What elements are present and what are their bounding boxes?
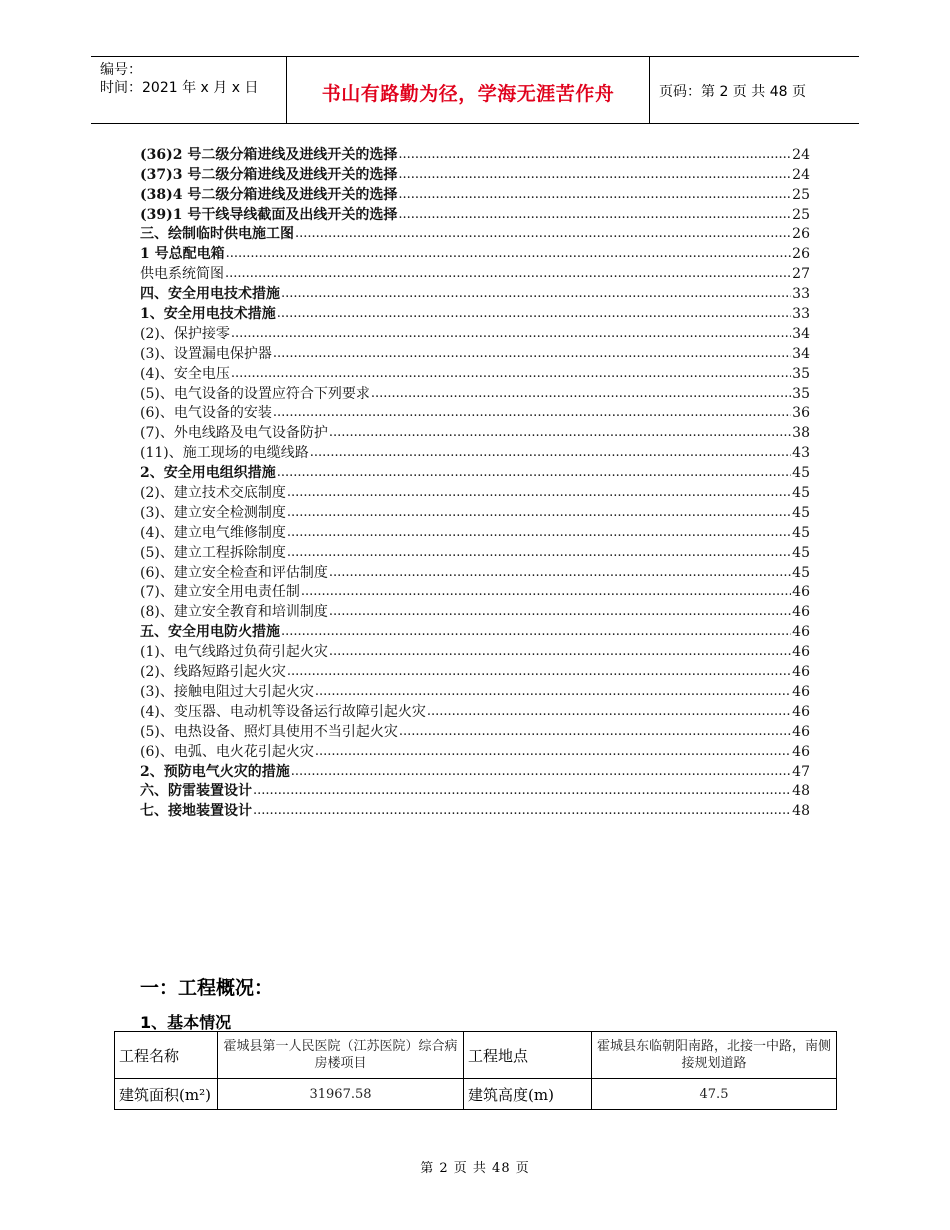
toc-leader-dots xyxy=(371,384,791,403)
toc-entry[interactable] xyxy=(140,482,810,502)
toc-entry-title: (39)1 号干线导线截面及出线开关的选择 xyxy=(140,206,398,223)
toc-entry[interactable] xyxy=(140,343,810,363)
toc-leader-dots xyxy=(287,662,791,681)
toc-leader-dots xyxy=(301,582,791,601)
height-label: 建筑高度(m) xyxy=(464,1079,592,1110)
toc-leader-dots xyxy=(329,563,791,582)
toc-leader-dots xyxy=(310,443,791,462)
table-row xyxy=(115,1032,837,1079)
toc-leader-dots xyxy=(231,324,791,343)
toc-entry-title: 2、预防电气火灾的措施 xyxy=(140,763,290,780)
toc-entry-page: 45 xyxy=(792,524,810,541)
toc-entry[interactable] xyxy=(140,442,810,462)
toc-leader-dots xyxy=(329,423,791,442)
toc-entry[interactable] xyxy=(140,681,810,701)
toc-entry-title: (37)3 号二级分箱进线及进线开关的选择 xyxy=(140,166,398,183)
toc-entry-title: (3)、设置漏电保护器 xyxy=(140,345,272,362)
toc-entry-page: 46 xyxy=(792,703,810,720)
toc-leader-dots xyxy=(281,622,791,641)
toc-entry-page: 36 xyxy=(792,405,810,422)
page-footer: 第 2 页 共 48 页 xyxy=(420,1161,530,1176)
toc-leader-dots xyxy=(329,642,791,661)
header-page-info: 页码：第 2 页 共 48 页 xyxy=(659,84,806,100)
toc-leader-dots xyxy=(427,702,791,721)
toc-entry-page: 45 xyxy=(792,465,810,482)
toc-entry[interactable] xyxy=(140,224,810,244)
toc-entry[interactable] xyxy=(140,661,810,681)
toc-entry-page: 25 xyxy=(792,186,810,203)
toc-entry-title: (2)、保护接零 xyxy=(140,325,230,342)
toc-entry-page: 33 xyxy=(792,286,810,303)
toc-leader-dots xyxy=(398,145,791,164)
subsection-title: 1、基本情况 xyxy=(140,1013,232,1032)
toc-entry-page: 45 xyxy=(792,485,810,502)
toc-leader-dots xyxy=(295,224,791,243)
toc-leader-dots xyxy=(273,344,791,363)
toc-entry-title: (6)、电弧、电火花引起火灾 xyxy=(140,743,314,760)
toc-entry[interactable] xyxy=(140,422,810,442)
toc-entry-title: (3)、建立安全检测制度 xyxy=(140,504,286,521)
toc-entry[interactable] xyxy=(140,741,810,761)
project-info-table xyxy=(114,1031,837,1110)
toc-entry-page: 46 xyxy=(792,644,810,661)
toc-entry[interactable] xyxy=(140,303,810,323)
table-of-contents xyxy=(140,144,810,820)
toc-entry-page: 26 xyxy=(792,226,810,243)
table-row xyxy=(115,1079,837,1110)
toc-entry[interactable] xyxy=(140,164,810,184)
toc-leader-dots xyxy=(315,742,791,761)
toc-entry[interactable] xyxy=(140,204,810,224)
toc-entry-title: (1)、电气线路过负荷引起火灾 xyxy=(140,644,328,661)
toc-entry[interactable] xyxy=(140,562,810,582)
toc-entry[interactable] xyxy=(140,701,810,721)
toc-entry-page: 34 xyxy=(792,345,810,362)
toc-entry-page: 45 xyxy=(792,544,810,561)
toc-entry-title: (6)、建立安全检查和评估制度 xyxy=(140,564,328,581)
toc-leader-dots xyxy=(398,165,791,184)
toc-leader-dots xyxy=(291,762,791,781)
toc-entry-title: (7)、建立安全用电责任制 xyxy=(140,584,300,601)
area-value: 31967.58 xyxy=(218,1079,464,1110)
toc-entry[interactable] xyxy=(140,263,810,283)
toc-leader-dots xyxy=(398,205,791,224)
toc-entry-title: (3)、接触电阻过大引起火灾 xyxy=(140,683,314,700)
toc-entry[interactable] xyxy=(140,542,810,562)
height-value: 47.5 xyxy=(592,1079,837,1110)
toc-leader-dots xyxy=(226,244,792,263)
toc-entry-page: 45 xyxy=(792,564,810,581)
toc-entry-title: (4)、安全电压 xyxy=(140,365,230,382)
toc-entry-title: (36)2 号二级分箱进线及进线开关的选择 xyxy=(140,146,398,163)
toc-entry[interactable] xyxy=(140,403,810,423)
toc-entry-page: 46 xyxy=(792,604,810,621)
location-label: 工程地点 xyxy=(464,1032,592,1079)
toc-entry[interactable] xyxy=(140,641,810,661)
header-motto: 书山有路勤为径，学海无涯苦作舟 xyxy=(321,83,615,105)
header-meta xyxy=(100,61,258,97)
toc-entry-page: 34 xyxy=(792,325,810,342)
toc-entry-title: (2)、线路短路引起火灾 xyxy=(140,664,286,681)
time-label: 时间：2021 年 x 月 x 日 xyxy=(100,80,259,96)
toc-entry-page: 33 xyxy=(792,306,810,323)
toc-leader-dots xyxy=(231,364,791,383)
toc-entry-title: (4)、建立电气维修制度 xyxy=(140,524,286,541)
toc-entry-page: 46 xyxy=(792,584,810,601)
toc-entry-page: 46 xyxy=(792,683,810,700)
toc-entry-page: 46 xyxy=(792,664,810,681)
project-name-label: 工程名称 xyxy=(115,1032,218,1079)
toc-entry-title: 1 号总配电箱 xyxy=(140,246,225,263)
toc-entry-page: 24 xyxy=(792,146,810,163)
toc-leader-dots xyxy=(253,781,791,800)
toc-entry[interactable] xyxy=(140,601,810,621)
toc-entry-page: 38 xyxy=(792,425,810,442)
toc-entry-title: 五、安全用电防火措施 xyxy=(140,624,280,641)
toc-entry-page: 25 xyxy=(792,206,810,223)
toc-entry-title: (2)、建立技术交底制度 xyxy=(140,485,286,502)
toc-entry[interactable] xyxy=(140,621,810,641)
toc-entry-title: 供电系统简图 xyxy=(140,266,224,283)
toc-entry-title: 2、安全用电组织措施 xyxy=(140,465,276,482)
toc-leader-dots xyxy=(277,463,791,482)
toc-entry-page: 48 xyxy=(792,803,810,820)
toc-entry-page: 24 xyxy=(792,166,810,183)
toc-leader-dots xyxy=(225,264,791,283)
toc-entry-title: 七、接地装置设计 xyxy=(140,803,252,820)
toc-entry[interactable] xyxy=(140,781,810,801)
toc-entry-page: 47 xyxy=(792,763,810,780)
toc-entry-page: 35 xyxy=(792,365,810,382)
toc-entry-page: 46 xyxy=(792,743,810,760)
toc-leader-dots xyxy=(277,304,791,323)
toc-entry-page: 43 xyxy=(792,445,810,462)
toc-entry-title: 四、安全用电技术措施 xyxy=(140,286,280,303)
toc-entry[interactable] xyxy=(140,383,810,403)
toc-entry-page: 46 xyxy=(792,624,810,641)
toc-entry-title: (7)、外电线路及电气设备防护 xyxy=(140,425,328,442)
toc-entry[interactable] xyxy=(140,761,810,781)
toc-entry-title: (38)4 号二级分箱进线及进线开关的选择 xyxy=(140,186,398,203)
toc-entry[interactable] xyxy=(140,184,810,204)
header-divider xyxy=(649,57,650,123)
toc-entry[interactable] xyxy=(140,502,810,522)
toc-entry-title: (6)、电气设备的安装 xyxy=(140,405,272,422)
toc-entry-page: 27 xyxy=(792,266,810,283)
toc-entry-title: 六、防雷装置设计 xyxy=(140,783,252,800)
toc-entry-page: 35 xyxy=(792,385,810,402)
toc-entry-title: (4)、变压器、电动机等设备运行故障引起火灾 xyxy=(140,703,426,720)
toc-leader-dots xyxy=(281,284,791,303)
toc-leader-dots xyxy=(273,403,791,422)
toc-entry[interactable] xyxy=(140,522,810,542)
toc-leader-dots xyxy=(287,503,791,522)
toc-entry-title: 三、绘制临时供电施工图 xyxy=(140,226,294,243)
toc-entry[interactable] xyxy=(140,243,810,263)
toc-entry-title: 1、安全用电技术措施 xyxy=(140,306,276,323)
toc-entry-page: 46 xyxy=(792,723,810,740)
toc-leader-dots xyxy=(399,722,791,741)
toc-leader-dots xyxy=(287,543,791,562)
toc-entry[interactable] xyxy=(140,323,810,343)
toc-entry-title: (11)、施工现场的电缆线路 xyxy=(140,445,309,462)
toc-leader-dots xyxy=(329,602,791,621)
toc-entry-page: 48 xyxy=(792,783,810,800)
toc-entry-title: (5)、电气设备的设置应符合下列要求 xyxy=(140,385,370,402)
toc-entry[interactable] xyxy=(140,363,810,383)
toc-entry[interactable] xyxy=(140,283,810,303)
project-name-value: 霍城县第一人民医院（江苏医院）综合病房楼项目 xyxy=(218,1032,464,1079)
section-title: 一：工程概况： xyxy=(140,977,274,999)
toc-leader-dots xyxy=(398,185,791,204)
toc-entry-title: (5)、建立工程拆除制度 xyxy=(140,544,286,561)
toc-entry[interactable] xyxy=(140,800,810,820)
location-value: 霍城县东临朝阳南路，北接一中路，南侧接规划道路 xyxy=(592,1032,837,1079)
toc-entry[interactable] xyxy=(140,582,810,602)
page-header xyxy=(91,56,859,124)
toc-entry[interactable] xyxy=(140,721,810,741)
toc-entry[interactable] xyxy=(140,144,810,164)
toc-leader-dots xyxy=(253,801,791,820)
toc-leader-dots xyxy=(287,483,791,502)
toc-entry-page: 26 xyxy=(792,246,810,263)
toc-entry[interactable] xyxy=(140,462,810,482)
toc-entry-title: (8)、建立安全教育和培训制度 xyxy=(140,604,328,621)
area-label: 建筑面积(m²) xyxy=(115,1079,218,1110)
toc-entry-title: (5)、电热设备、照灯具使用不当引起火灾 xyxy=(140,723,398,740)
toc-leader-dots xyxy=(287,523,791,542)
toc-leader-dots xyxy=(315,682,791,701)
toc-entry-page: 45 xyxy=(792,504,810,521)
number-label: 编号： xyxy=(100,62,142,78)
